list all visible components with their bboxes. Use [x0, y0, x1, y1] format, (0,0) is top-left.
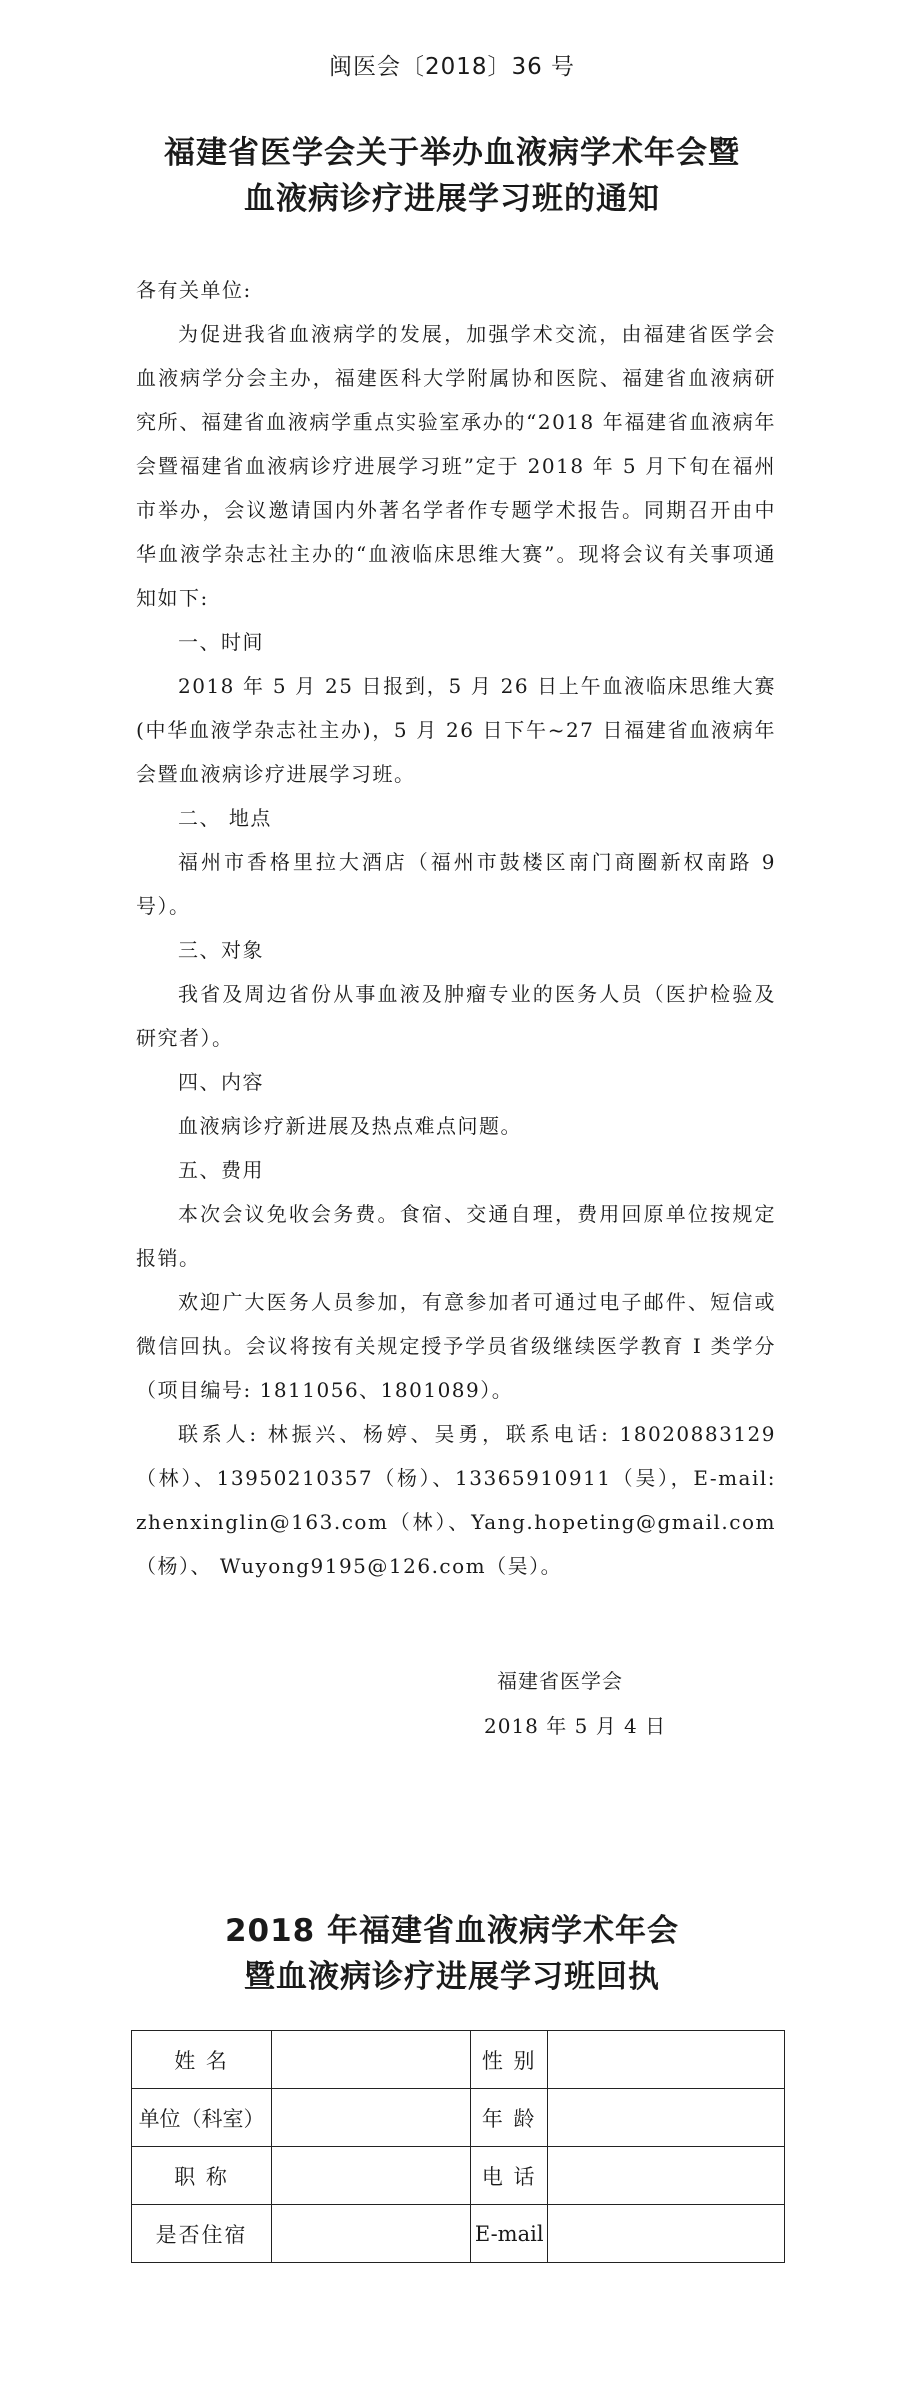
phone-label: 电 话	[471, 2147, 548, 2205]
gender-label: 性 别	[471, 2031, 548, 2089]
notice-title	[0, 130, 904, 222]
section-text-location: 福州市香格里拉大酒店（福州市鼓楼区南门商圈新权南路 9 号）。	[136, 850, 776, 918]
section-heading-location: 二、 地点	[178, 806, 272, 830]
table-row	[132, 2147, 785, 2205]
title-field[interactable]	[272, 2147, 471, 2205]
table-row	[132, 2031, 785, 2089]
section-heading-fees: 五、费用	[178, 1158, 264, 1182]
name-field[interactable]	[272, 2031, 471, 2089]
section-text-time: 2018 年 5 月 25 日报到，5 月 26 日上午血液临床思维大赛(中华血液学杂志社主办)，5 月 26 日下午~27 日福建省血液病年会暨血液病诊疗进展学习班。	[136, 674, 776, 786]
unit-label: 单位（科室）	[132, 2089, 272, 2147]
section-heading-content: 四、内容	[178, 1070, 264, 1094]
email-label: E-mail	[471, 2205, 548, 2263]
age-field[interactable]	[548, 2089, 785, 2147]
notice-title-line-1: 福建省医学会关于举办血液病学术年会暨	[164, 135, 740, 171]
contact-paragraph: 联系人: 林振兴、杨婷、吴勇，联系电话: 18020883129（林）、13950210357（杨）、13365910911（吴），E-mail: zhenxinglin@163.com（林）、Yang.hopeting@gmail.com（杨）、 Wuyong9195@126.com（吴）。	[136, 1422, 776, 1578]
section-text-content: 血液病诊疗新进展及热点难点问题。	[178, 1114, 522, 1138]
reply-form-table	[131, 2030, 785, 2263]
gender-field[interactable]	[548, 2031, 785, 2089]
phone-field[interactable]	[548, 2147, 785, 2205]
email-field[interactable]	[548, 2205, 785, 2263]
signature-date: 2018 年 5 月 4 日	[484, 1714, 667, 1738]
welcome-paragraph: 欢迎广大医务人员参加，有意参加者可通过电子邮件、短信或微信回执。会议将按有关规定授予学员省级继续医学教育 I 类学分（项目编号: 1811056、1801089）。	[136, 1290, 776, 1402]
title-label: 职 称	[132, 2147, 272, 2205]
section-text-fees: 本次会议免收会务费。食宿、交通自理，费用回原单位按规定报销。	[136, 1202, 776, 1270]
table-row	[132, 2089, 785, 2147]
name-label: 姓 名	[132, 2031, 272, 2089]
section-text-audience: 我省及周边省份从事血液及肿瘤专业的医务人员（医护检验及研究者）。	[136, 982, 776, 1050]
section-heading-audience: 三、对象	[178, 938, 264, 962]
document-number: 闽医会〔2018〕36 号	[328, 54, 576, 80]
intro-paragraph: 为促进我省血液病学的发展，加强学术交流，由福建省医学会血液病学分会主办，福建医科大学附属协和医院、福建省血液病研究所、福建省血液病学重点实验室承办的“2018 年福建省血液病年会暨福建省血液病诊疗进展学习班”定于 2018 年 5 月下旬在福州市举办，会议邀请国内外著名学者作专题学术报告。同期召开由中华血液学杂志社主办的“血液临床思维大赛”。现将会议有关事项通知如下:	[136, 322, 776, 610]
accommodation-field[interactable]	[272, 2205, 471, 2263]
salutation: 各有关单位:	[136, 278, 252, 302]
table-row	[132, 2205, 785, 2263]
age-label: 年 龄	[471, 2089, 548, 2147]
reply-form-title	[0, 1908, 904, 2000]
reply-form-title-line-2: 暨血液病诊疗进展学习班回执	[244, 1959, 660, 1995]
accommodation-label: 是否住宿	[132, 2205, 272, 2263]
section-heading-time: 一、时间	[178, 630, 264, 654]
notice-title-line-2: 血液病诊疗进展学习班的通知	[244, 181, 660, 217]
signature-org: 福建省医学会	[497, 1669, 623, 1693]
reply-form-title-line-1: 2018 年福建省血液病学术年会	[224, 1913, 680, 1949]
unit-field[interactable]	[272, 2089, 471, 2147]
notice-body	[136, 268, 776, 1588]
